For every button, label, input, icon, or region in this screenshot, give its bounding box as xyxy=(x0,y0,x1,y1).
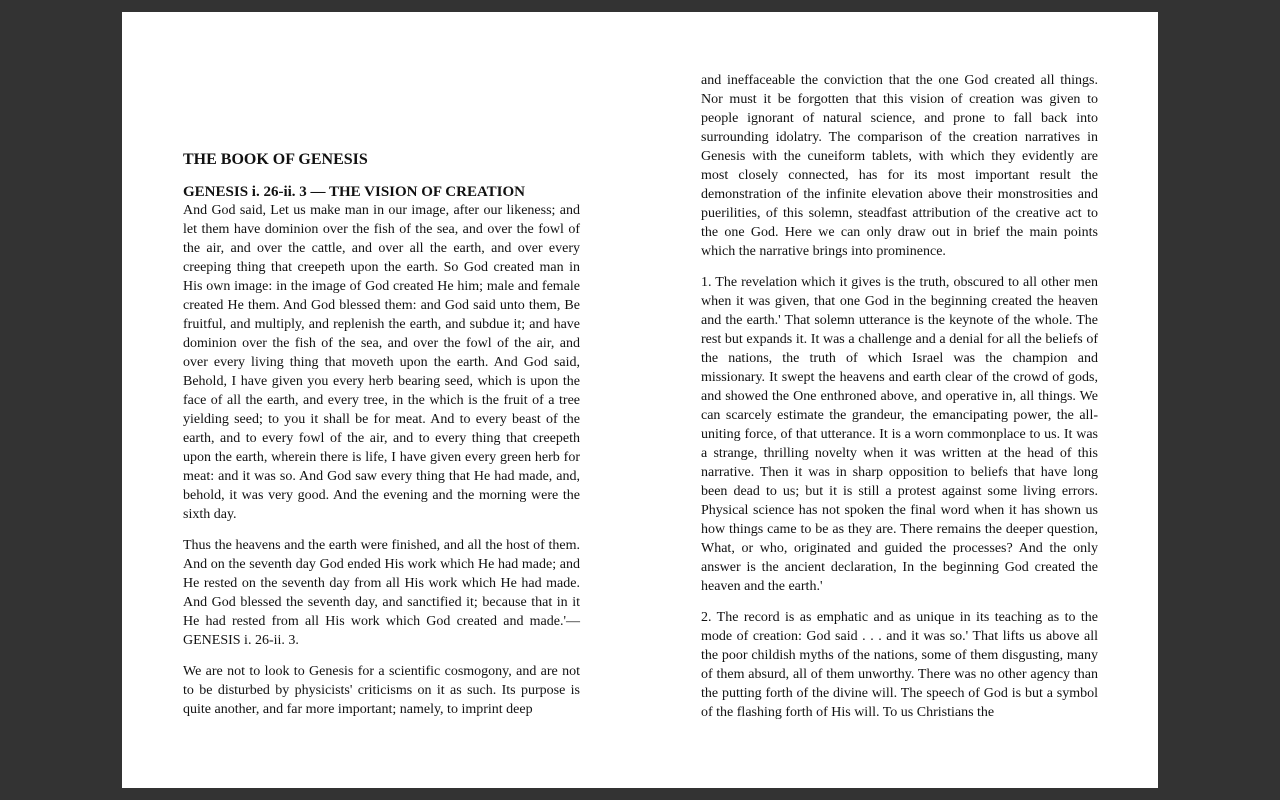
section-heading: GENESIS i. 26-ii. 3 — THE VISION OF CREATION xyxy=(183,184,526,200)
book-title: THE BOOK OF GENESIS xyxy=(183,151,368,168)
page-spread xyxy=(122,12,1158,788)
right-page xyxy=(701,71,1098,788)
paragraph: 1. The revelation which it gives is the truth, obscured to all other men when it was given, that one God in the beginning created the heaven and the earth.' That solemn utterance is the keynote of the whole. The rest but expands it. It was a challenge and a denial for all the beliefs of the nations, the truth of which Israel was the champion and missionary. It swept the heavens and earth clear of the crowd of gods, and showed the One enthroned above, and operative in, all things. We can scarcely estimate the grandeur, the emancipating power, the all-uniting force, of that utterance. It is a worn commonplace to us. It was a strange, thrilling novelty when it was written at the head of this narrative. Then it was in sharp opposition to beliefs that have long been dead to us; but it is still a protest against some living errors. Physical science has not spoken the final word when it has shown us how things came to be as they are. There remains the deeper question, What, or who, originated and guided the processes? And the only answer is the ancient declaration, In the beginning God created the heaven and the earth.' xyxy=(701,275,1098,594)
left-page xyxy=(183,150,580,788)
paragraph: and ineffaceable the conviction that the one God created all things. Nor must it be forgotten that this vision of creation was given to people ignorant of natural science, and prone to fall back into surrounding idolatry. The comparison of the creation narratives in Genesis with the cuneiform tablets, with which they evidently are most closely connected, has for its most important result the demonstration of the infinite elevation above their monstrosities and puerilities, of this solemn, steadfast attribution of the creative act to the one God. Here we can only draw out in brief the main points which the narrative brings into prominence. xyxy=(701,73,1098,259)
paragraph: And God said, Let us make man in our image, after our likeness; and let them have dominion over the fish of the sea, and over the fowl of the air, and over the cattle, and over all the earth, and over every creeping thing that creepeth upon the earth. So God created man in His own image: in the image of God created He him; male and female created He them. And God blessed them: and God said unto them, Be fruitful, and multiply, and replenish the earth, and subdue it; and have dominion over the fish of the sea, and over the fowl of the air, and over every living thing that moveth upon the earth. And God said, Behold, I have given you every herb bearing seed, which is upon the face of all the earth, and every tree, in the which is the fruit of a tree yielding seed; to you it shall be for meat. And to every beast of the earth, and to every fowl of the air, and to every thing that creepeth upon the earth, wherein there is life, I have given every green herb for meat: and it was so. And God saw every thing that He had made, and, behold, it was very good. And the evening and the morning were the sixth day. xyxy=(183,203,580,522)
paragraph: Thus the heavens and the earth were finished, and all the host of them. And on the seventh day God ended His work which He had made; and He rested on the seventh day from all His work which He had made. And God blessed the seventh day, and sanctified it; because that in it He had rested from all His work which God created and made.'—GENESIS i. 26-ii. 3. xyxy=(183,538,580,648)
paragraph: 2. The record is as emphatic and as unique in its teaching as to the mode of creation: God said . . . and it was so.' That lifts us above all the poor childish myths of the nations, some of them disgusting, many of them absurd, all of them unworthy. There was no other agency than the putting forth of the divine will. The speech of God is but a symbol of the flashing forth of His will. To us Christians the xyxy=(701,610,1098,720)
paragraph: We are not to look to Genesis for a scientific cosmogony, and are not to be disturbed by physicists' criticisms on it as such. Its purpose is quite another, and far more important; namely, to imprint deep xyxy=(183,664,580,717)
